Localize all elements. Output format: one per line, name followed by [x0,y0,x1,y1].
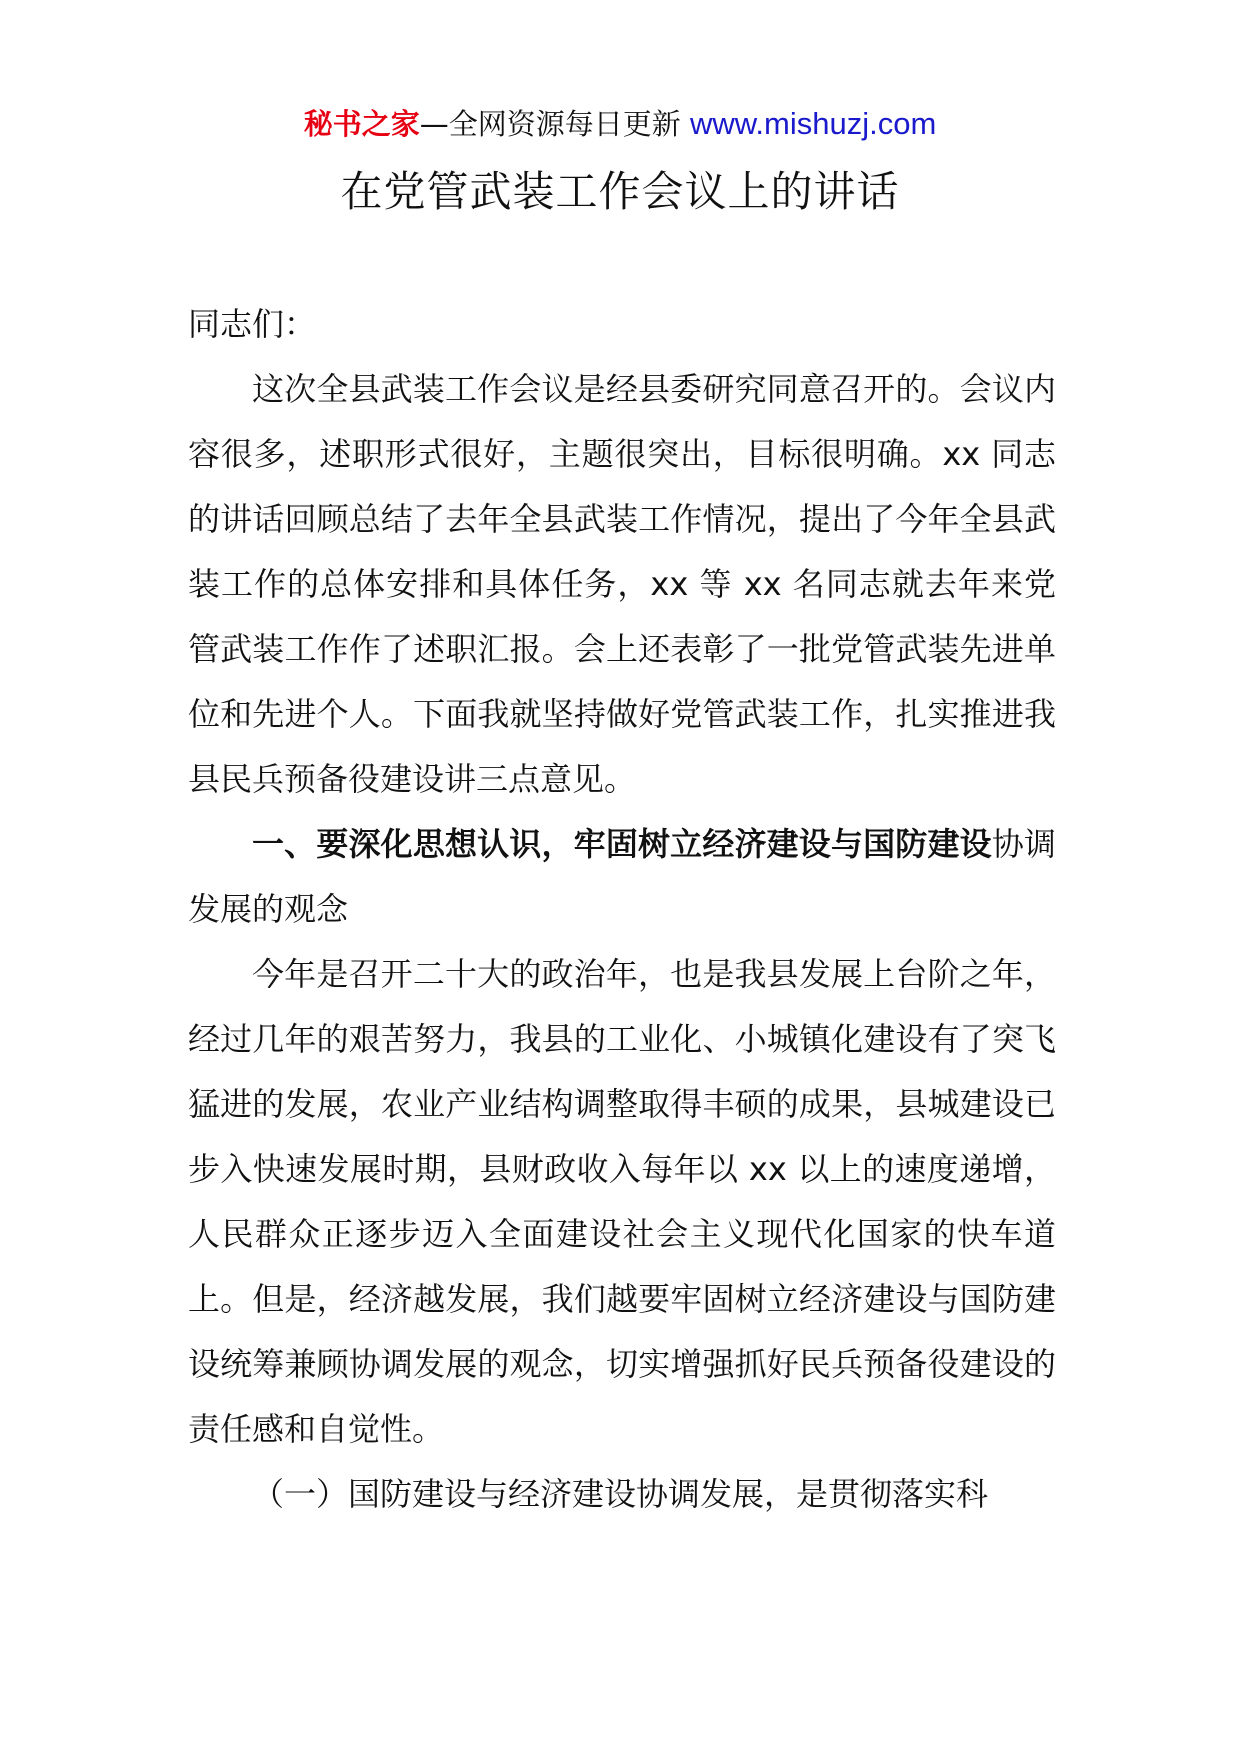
site-header [0,102,1240,146]
salutation: 同志们： [188,305,317,343]
subsection-heading: （一）国防建设与经济建设协调发展，是贯彻落实科 [252,1475,989,1513]
site-url-link[interactable]: www.mishuzj.com [689,106,937,141]
document-title: 在党管武装工作会议上的讲话 [340,167,900,216]
paragraph: 这次全县武装工作会议是经县委研究同意召开的。会议内容很多，述职形式很好，主题很突出，目标很明确。xx 同志的讲话回顾总结了去年全县武装工作情况，提出了今年全县武装工作的总体安排和具体任务，xx 等 xx 名同志就去年来党管武装工作作了述职汇报。会上还表彰了一批党管武装先进单位和先进个人。下面我就坚持做好党管武装工作，扎实推进我县民兵预备役建设讲三点意见。 [188,370,1056,798]
section-heading [188,812,1056,942]
document-body [188,292,1056,1527]
section-heading-rest: 协调发展的观念 [188,825,1056,928]
header-slogan: —全网资源每日更新 [419,107,690,141]
brand-name: 秘书之家 [303,107,420,141]
section-heading-bold: 一、要深化思想认识，牢固树立经济建设与国防建设 [252,825,992,863]
paragraph: 今年是召开二十大的政治年，也是我县发展上台阶之年，经过几年的艰苦努力，我县的工业化、小城镇化建设有了突飞猛进的发展，农业产业结构调整取得丰硕的成果，县城建设已步入快速发展时期，县财政收入每年以 xx 以上的速度递增，人民群众正逐步迈入全面建设社会主义现代化国家的快车道上。但是，经济越发展，我们越要牢固树立经济建设与国防建设统筹兼顾协调发展的观念，切实增强抓好民兵预备役建设的责任感和自觉性。 [188,955,1056,1448]
